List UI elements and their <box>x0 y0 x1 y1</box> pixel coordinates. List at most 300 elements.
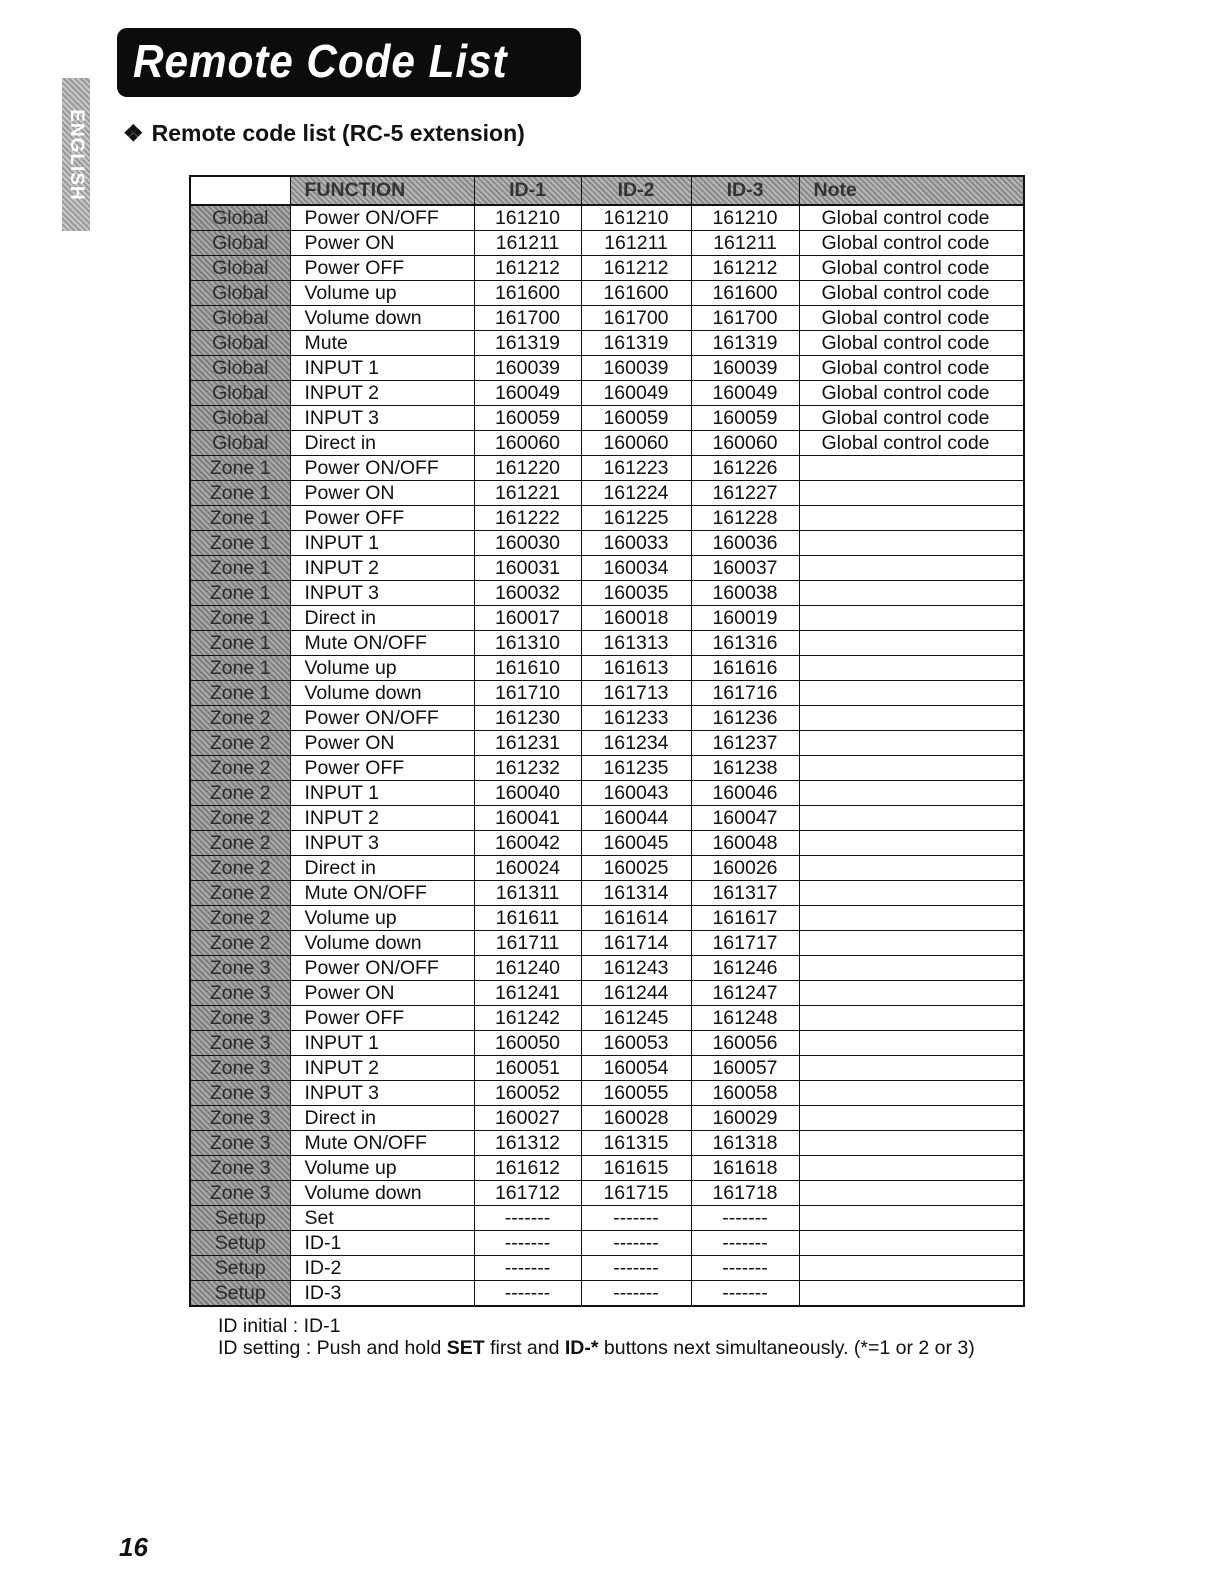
cell-id-3: 161600 <box>691 281 799 306</box>
cell-id-2: 160033 <box>581 531 691 556</box>
cell-group: Zone 1 <box>190 531 290 556</box>
cell-group: Zone 1 <box>190 456 290 481</box>
cell-id-1: 161210 <box>474 205 581 231</box>
cell-id-2: 160045 <box>581 831 691 856</box>
cell-group: Global <box>190 381 290 406</box>
cell-id-3: 161236 <box>691 706 799 731</box>
cell-id-3: 161248 <box>691 1006 799 1031</box>
cell-group: Global <box>190 406 290 431</box>
cell-group: Zone 1 <box>190 581 290 606</box>
footnote-set-key: SET <box>446 1337 485 1359</box>
cell-function: Power OFF <box>290 256 474 281</box>
cell-note <box>799 906 1024 931</box>
cell-id-3: 161616 <box>691 656 799 681</box>
cell-function: INPUT 1 <box>290 781 474 806</box>
cell-id-1: 160032 <box>474 581 581 606</box>
cell-note: Global control code <box>799 205 1024 231</box>
cell-id-1: 161242 <box>474 1006 581 1031</box>
cell-id-1: ------- <box>474 1281 581 1307</box>
cell-id-3: 160057 <box>691 1056 799 1081</box>
cell-id-3: 160060 <box>691 431 799 456</box>
table-row <box>190 1106 1024 1131</box>
table-row <box>190 531 1024 556</box>
cell-note: Global control code <box>799 306 1024 331</box>
cell-id-1: 160027 <box>474 1106 581 1131</box>
table-row <box>190 281 1024 306</box>
cell-note: Global control code <box>799 231 1024 256</box>
table-row <box>190 331 1024 356</box>
cell-group: Zone 3 <box>190 1106 290 1131</box>
cell-id-2: 160044 <box>581 806 691 831</box>
cell-note <box>799 481 1024 506</box>
cell-id-2: 160053 <box>581 1031 691 1056</box>
cell-function: Power ON/OFF <box>290 456 474 481</box>
header-blank <box>190 176 290 205</box>
cell-function: Volume down <box>290 681 474 706</box>
section-heading-text: Remote code list (RC-5 extension) <box>151 120 525 146</box>
diamond-bullet-icon: ❖ <box>123 120 144 146</box>
cell-id-3: 161617 <box>691 906 799 931</box>
cell-id-3: 161237 <box>691 731 799 756</box>
cell-id-2: 161714 <box>581 931 691 956</box>
cell-id-2: 161234 <box>581 731 691 756</box>
cell-id-3: ------- <box>691 1206 799 1231</box>
cell-id-1: 160039 <box>474 356 581 381</box>
cell-note <box>799 1081 1024 1106</box>
cell-id-1: 161310 <box>474 631 581 656</box>
cell-id-1: 160030 <box>474 531 581 556</box>
table-row <box>190 1181 1024 1206</box>
cell-function: ID-2 <box>290 1256 474 1281</box>
cell-id-1: 161212 <box>474 256 581 281</box>
cell-id-1: 160017 <box>474 606 581 631</box>
cell-group: Zone 3 <box>190 1131 290 1156</box>
table-row <box>190 756 1024 781</box>
cell-group: Zone 1 <box>190 481 290 506</box>
cell-function: Power OFF <box>290 756 474 781</box>
cell-note: Global control code <box>799 381 1024 406</box>
footnote <box>218 1315 975 1359</box>
cell-id-2: 160034 <box>581 556 691 581</box>
cell-note <box>799 756 1024 781</box>
cell-id-2: ------- <box>581 1256 691 1281</box>
table-row <box>190 956 1024 981</box>
cell-note <box>799 956 1024 981</box>
table-row <box>190 731 1024 756</box>
cell-id-2: 161314 <box>581 881 691 906</box>
cell-id-2: 161223 <box>581 456 691 481</box>
cell-note: Global control code <box>799 331 1024 356</box>
cell-group: Global <box>190 331 290 356</box>
cell-id-1: ------- <box>474 1256 581 1281</box>
cell-function: Direct in <box>290 856 474 881</box>
cell-id-2: 161715 <box>581 1181 691 1206</box>
cell-id-1: 160040 <box>474 781 581 806</box>
cell-id-3: 160039 <box>691 356 799 381</box>
cell-note <box>799 1231 1024 1256</box>
cell-note <box>799 1106 1024 1131</box>
cell-id-2: 160055 <box>581 1081 691 1106</box>
cell-id-1: 160049 <box>474 381 581 406</box>
cell-function: Volume down <box>290 1181 474 1206</box>
cell-id-2: 161233 <box>581 706 691 731</box>
table-row <box>190 631 1024 656</box>
footnote-id-initial: ID initial : ID-1 <box>218 1315 341 1337</box>
cell-function: Set <box>290 1206 474 1231</box>
cell-id-1: 160031 <box>474 556 581 581</box>
cell-id-1: ------- <box>474 1206 581 1231</box>
cell-id-1: 161611 <box>474 906 581 931</box>
cell-function: ID-3 <box>290 1281 474 1307</box>
cell-id-1: 161240 <box>474 956 581 981</box>
cell-id-1: 161232 <box>474 756 581 781</box>
cell-note <box>799 581 1024 606</box>
cell-group: Zone 3 <box>190 981 290 1006</box>
table-row <box>190 205 1024 231</box>
cell-id-2: ------- <box>581 1206 691 1231</box>
cell-note <box>799 1206 1024 1231</box>
cell-function: Volume up <box>290 906 474 931</box>
cell-id-3: 161226 <box>691 456 799 481</box>
cell-group: Zone 3 <box>190 1181 290 1206</box>
cell-note <box>799 681 1024 706</box>
cell-group: Setup <box>190 1231 290 1256</box>
cell-id-3: 161317 <box>691 881 799 906</box>
cell-group: Zone 2 <box>190 756 290 781</box>
cell-group: Zone 1 <box>190 681 290 706</box>
cell-group: Setup <box>190 1256 290 1281</box>
cell-id-2: 160060 <box>581 431 691 456</box>
cell-function: INPUT 2 <box>290 381 474 406</box>
table-row <box>190 856 1024 881</box>
title-banner <box>117 28 581 97</box>
footnote-id-key: ID-* <box>564 1337 599 1359</box>
cell-id-3: 160038 <box>691 581 799 606</box>
cell-note: Global control code <box>799 281 1024 306</box>
cell-id-2: 160059 <box>581 406 691 431</box>
footnote-text: buttons next simultaneously. (*=1 or 2 or 3) <box>598 1337 975 1359</box>
cell-id-1: ------- <box>474 1231 581 1256</box>
table-row <box>190 381 1024 406</box>
cell-group: Zone 2 <box>190 881 290 906</box>
cell-id-3: 161716 <box>691 681 799 706</box>
table-row <box>190 1256 1024 1281</box>
table-row <box>190 581 1024 606</box>
cell-function: Power ON <box>290 731 474 756</box>
table-row <box>190 1081 1024 1106</box>
header-id-2: ID-2 <box>581 176 691 205</box>
cell-group: Zone 2 <box>190 856 290 881</box>
cell-note <box>799 831 1024 856</box>
cell-function: INPUT 3 <box>290 581 474 606</box>
cell-function: Power OFF <box>290 1006 474 1031</box>
table-row <box>190 1231 1024 1256</box>
cell-group: Global <box>190 281 290 306</box>
cell-group: Setup <box>190 1281 290 1307</box>
cell-id-2: ------- <box>581 1281 691 1307</box>
cell-function: Direct in <box>290 1106 474 1131</box>
cell-group: Zone 2 <box>190 706 290 731</box>
cell-note: Global control code <box>799 431 1024 456</box>
cell-group: Setup <box>190 1206 290 1231</box>
cell-group: Zone 3 <box>190 1006 290 1031</box>
table-row <box>190 606 1024 631</box>
cell-group: Zone 1 <box>190 506 290 531</box>
cell-id-3: 161318 <box>691 1131 799 1156</box>
language-tab <box>62 78 90 231</box>
footnote-text: ID setting : Push and hold <box>218 1337 447 1359</box>
table-row <box>190 1131 1024 1156</box>
page-number: 16 <box>119 1532 148 1562</box>
cell-id-3: 161212 <box>691 256 799 281</box>
table-row <box>190 356 1024 381</box>
table-row <box>190 506 1024 531</box>
cell-function: Volume down <box>290 306 474 331</box>
cell-function: Power ON/OFF <box>290 706 474 731</box>
cell-id-1: 160024 <box>474 856 581 881</box>
table-row <box>190 781 1024 806</box>
cell-id-1: 161700 <box>474 306 581 331</box>
cell-id-3: 160058 <box>691 1081 799 1106</box>
footnote-id-setting <box>218 1337 975 1359</box>
page-title: Remote Code List <box>133 35 508 87</box>
cell-function: Power ON/OFF <box>290 205 474 231</box>
cell-id-3: 160056 <box>691 1031 799 1056</box>
cell-note <box>799 1181 1024 1206</box>
cell-id-2: 160018 <box>581 606 691 631</box>
cell-note <box>799 1031 1024 1056</box>
cell-function: Mute ON/OFF <box>290 631 474 656</box>
cell-function: Volume down <box>290 931 474 956</box>
cell-id-2: 160054 <box>581 1056 691 1081</box>
cell-function: Direct in <box>290 606 474 631</box>
table-row <box>190 981 1024 1006</box>
cell-note <box>799 1256 1024 1281</box>
cell-id-1: 161241 <box>474 981 581 1006</box>
cell-id-2: 160028 <box>581 1106 691 1131</box>
cell-id-3: 161210 <box>691 205 799 231</box>
cell-group: Global <box>190 256 290 281</box>
cell-id-3: 160048 <box>691 831 799 856</box>
cell-function: Power ON <box>290 981 474 1006</box>
cell-note: Global control code <box>799 356 1024 381</box>
table-row <box>190 456 1024 481</box>
cell-id-2: 161700 <box>581 306 691 331</box>
cell-note <box>799 806 1024 831</box>
cell-id-3: 161319 <box>691 331 799 356</box>
cell-note <box>799 931 1024 956</box>
cell-id-1: 160050 <box>474 1031 581 1056</box>
cell-note <box>799 981 1024 1006</box>
cell-id-2: 161211 <box>581 231 691 256</box>
cell-function: Mute <box>290 331 474 356</box>
cell-id-1: 161312 <box>474 1131 581 1156</box>
cell-function: INPUT 3 <box>290 406 474 431</box>
cell-id-1: 161612 <box>474 1156 581 1181</box>
table-row <box>190 706 1024 731</box>
cell-function: Volume up <box>290 1156 474 1181</box>
cell-note <box>799 506 1024 531</box>
cell-id-2: 161243 <box>581 956 691 981</box>
cell-id-1: 161311 <box>474 881 581 906</box>
cell-id-2: 161313 <box>581 631 691 656</box>
cell-id-1: 161711 <box>474 931 581 956</box>
cell-function: Mute ON/OFF <box>290 881 474 906</box>
table-header-row <box>190 176 1024 205</box>
cell-function: INPUT 2 <box>290 1056 474 1081</box>
cell-id-1: 160060 <box>474 431 581 456</box>
table-row <box>190 806 1024 831</box>
cell-note <box>799 1131 1024 1156</box>
cell-note <box>799 881 1024 906</box>
cell-function: Power ON/OFF <box>290 956 474 981</box>
table-row <box>190 256 1024 281</box>
table-row <box>190 656 1024 681</box>
cell-id-2: 161212 <box>581 256 691 281</box>
cell-function: INPUT 1 <box>290 1031 474 1056</box>
cell-group: Global <box>190 306 290 331</box>
cell-note <box>799 781 1024 806</box>
cell-note <box>799 1281 1024 1307</box>
cell-id-2: 160039 <box>581 356 691 381</box>
cell-id-3: 161717 <box>691 931 799 956</box>
table-row <box>190 1156 1024 1181</box>
cell-function: INPUT 1 <box>290 531 474 556</box>
cell-id-3: ------- <box>691 1231 799 1256</box>
cell-function: Volume up <box>290 656 474 681</box>
cell-group: Zone 2 <box>190 731 290 756</box>
header-id-1: ID-1 <box>474 176 581 205</box>
cell-function: ID-1 <box>290 1231 474 1256</box>
cell-id-2: 161615 <box>581 1156 691 1181</box>
cell-id-1: 161231 <box>474 731 581 756</box>
cell-id-1: 161222 <box>474 506 581 531</box>
cell-note <box>799 656 1024 681</box>
cell-group: Zone 3 <box>190 1056 290 1081</box>
footnote-text: first and <box>484 1337 565 1359</box>
table-row <box>190 406 1024 431</box>
cell-id-3: 161316 <box>691 631 799 656</box>
cell-group: Zone 1 <box>190 631 290 656</box>
cell-id-3: 160019 <box>691 606 799 631</box>
cell-id-3: 161238 <box>691 756 799 781</box>
cell-group: Global <box>190 431 290 456</box>
cell-id-2: 160043 <box>581 781 691 806</box>
cell-id-2: 161600 <box>581 281 691 306</box>
cell-id-1: 160042 <box>474 831 581 856</box>
cell-id-3: 160049 <box>691 381 799 406</box>
table-row <box>190 906 1024 931</box>
cell-id-2: ------- <box>581 1231 691 1256</box>
remote-code-table <box>189 175 1025 1307</box>
table-row <box>190 481 1024 506</box>
cell-id-3: 160037 <box>691 556 799 581</box>
cell-id-2: 160025 <box>581 856 691 881</box>
table-row <box>190 1006 1024 1031</box>
cell-id-2: 161225 <box>581 506 691 531</box>
cell-note <box>799 556 1024 581</box>
cell-id-2: 161244 <box>581 981 691 1006</box>
cell-id-3: 160059 <box>691 406 799 431</box>
cell-function: Direct in <box>290 431 474 456</box>
cell-note <box>799 1156 1024 1181</box>
cell-group: Zone 2 <box>190 806 290 831</box>
cell-id-3: 160029 <box>691 1106 799 1131</box>
cell-id-1: 161712 <box>474 1181 581 1206</box>
cell-id-3: 160026 <box>691 856 799 881</box>
cell-group: Zone 3 <box>190 956 290 981</box>
cell-note <box>799 606 1024 631</box>
cell-id-3: 161718 <box>691 1181 799 1206</box>
cell-id-2: 160035 <box>581 581 691 606</box>
cell-note <box>799 731 1024 756</box>
cell-id-3: 161700 <box>691 306 799 331</box>
table-row <box>190 1281 1024 1307</box>
cell-id-1: 161710 <box>474 681 581 706</box>
cell-group: Zone 2 <box>190 906 290 931</box>
cell-id-3: ------- <box>691 1281 799 1307</box>
table-row <box>190 431 1024 456</box>
cell-id-2: 161245 <box>581 1006 691 1031</box>
table-row <box>190 881 1024 906</box>
table-row <box>190 1056 1024 1081</box>
cell-id-1: 161319 <box>474 331 581 356</box>
cell-id-3: 161618 <box>691 1156 799 1181</box>
cell-id-2: 161224 <box>581 481 691 506</box>
cell-note <box>799 631 1024 656</box>
table-row <box>190 556 1024 581</box>
table-row <box>190 831 1024 856</box>
header-id-3: ID-3 <box>691 176 799 205</box>
cell-function: Power OFF <box>290 506 474 531</box>
cell-note <box>799 456 1024 481</box>
cell-note <box>799 1056 1024 1081</box>
cell-id-2: 161235 <box>581 756 691 781</box>
cell-id-1: 161600 <box>474 281 581 306</box>
cell-id-3: ------- <box>691 1256 799 1281</box>
cell-group: Global <box>190 231 290 256</box>
cell-id-2: 160049 <box>581 381 691 406</box>
cell-id-3: 161247 <box>691 981 799 1006</box>
cell-group: Zone 3 <box>190 1081 290 1106</box>
cell-group: Zone 3 <box>190 1031 290 1056</box>
table-body <box>190 205 1024 1306</box>
cell-id-3: 161227 <box>691 481 799 506</box>
cell-group: Global <box>190 356 290 381</box>
cell-note <box>799 856 1024 881</box>
cell-id-2: 161210 <box>581 205 691 231</box>
cell-id-2: 161315 <box>581 1131 691 1156</box>
cell-id-2: 161319 <box>581 331 691 356</box>
cell-group: Global <box>190 205 290 231</box>
cell-group: Zone 1 <box>190 606 290 631</box>
cell-id-1: 160051 <box>474 1056 581 1081</box>
cell-group: Zone 2 <box>190 781 290 806</box>
cell-note <box>799 531 1024 556</box>
cell-note <box>799 1006 1024 1031</box>
cell-group: Zone 1 <box>190 656 290 681</box>
cell-function: Volume up <box>290 281 474 306</box>
table-row <box>190 681 1024 706</box>
table-row <box>190 231 1024 256</box>
cell-note: Global control code <box>799 406 1024 431</box>
cell-function: Mute ON/OFF <box>290 1131 474 1156</box>
cell-id-3: 160046 <box>691 781 799 806</box>
table-row <box>190 306 1024 331</box>
cell-note <box>799 706 1024 731</box>
cell-id-3: 160036 <box>691 531 799 556</box>
table-row <box>190 1031 1024 1056</box>
